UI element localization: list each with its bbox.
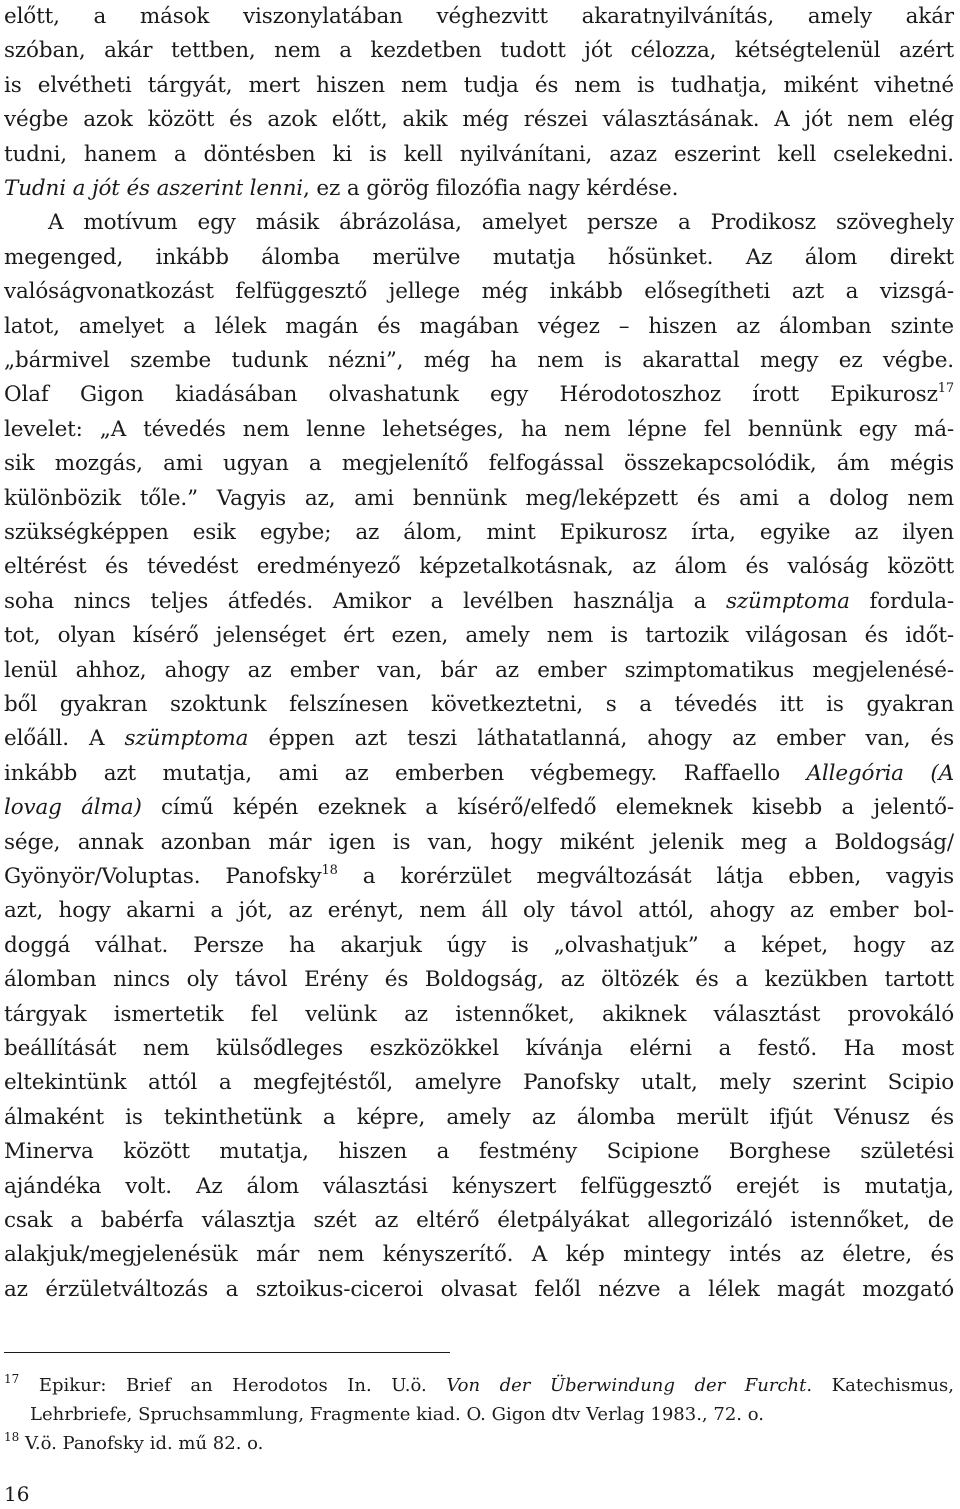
text-line: latot, amelyet a lélek magán és magában végez – hiszen az álomban szinte bbox=[4, 313, 954, 339]
text-line: valóságvonatkozást felfüggesztő jellege még inkább elősegítheti azt a vizsgá- bbox=[4, 279, 954, 305]
text-line: eltekintünk attól a megfejtéstől, amelyre Panofsky utalt, mely szerint Scipio bbox=[4, 1070, 954, 1096]
text-line: álomban nincs oly távol Erény és Boldogság, az öltözék és a kezükben tartott bbox=[4, 967, 954, 993]
text-line: tudni, hanem a döntésben ki is kell nyilvánítani, azaz eszerint kell cselekedni. bbox=[4, 141, 954, 167]
footnote-ref-18[interactable]: 18 bbox=[321, 862, 338, 878]
footnote-separator bbox=[4, 1352, 450, 1353]
text-line: Olaf Gigon kiadásában olvashatunk egy Hérodotoszhoz írott Epikurosz$^{17}$ bbox=[4, 381, 954, 408]
text-line: különbözik tőle.” Vagyis az, ami bennünk meg/leképzett és ami a dolog nem bbox=[4, 485, 954, 511]
footnote-marker: 17 bbox=[4, 1372, 20, 1386]
page-number: 16 bbox=[4, 1482, 30, 1506]
text-line: álmaként is tekinthetünk a képre, amely az álomba merült ifjút Vénusz és bbox=[4, 1104, 954, 1130]
italic-title: Von der Überwindung der Furcht bbox=[446, 1375, 807, 1396]
text-line: ből gyakran szoktunk felszínesen következtetni, s a tévedés itt is gyakran bbox=[4, 692, 954, 717]
footnote-18: $^{18}$ V.ö. Panofsky id. mű 82. o. bbox=[4, 1430, 264, 1454]
text-line: szóban, akár tettben, nem a kezdetben tudott jót célozza, kétségtelenül azért bbox=[4, 38, 954, 64]
footnote-17-continuation: Lehrbriefe, Spruchsammlung, Fragmente kiad. O. Gigon dtv Verlag 1983., 72. o. bbox=[30, 1404, 764, 1425]
text-line: előáll. A szümptoma éppen azt teszi láthatatlanná, ahogy az ember van, és bbox=[4, 726, 954, 752]
text-line: előtt, a mások viszonylatában véghezvitt akaratnyilvánítás, amely akár bbox=[4, 4, 954, 29]
text-line: ajándéka volt. Az álom választási kényszert felfüggesztő erejét is mutatja, bbox=[4, 1173, 954, 1199]
text-line: megenged, inkább álomba merülve mutatja hősünket. Az álom direkt bbox=[4, 244, 954, 270]
text-line: doggá válhat. Persze ha akarjuk úgy is „olvashatjuk” a képet, hogy az bbox=[4, 932, 954, 958]
italic-title: Allegória (A bbox=[806, 760, 954, 786]
italic-term: szümptoma bbox=[124, 726, 249, 752]
text-line: is elvétheti tárgyát, mert hiszen nem tudja és nem is tudhatja, miként vihetné bbox=[4, 72, 954, 98]
text-line: tot, olyan kísérő jelenséget ért ezen, amely nem is tartozik világosan és időt- bbox=[4, 623, 954, 649]
text-line: csak a babérfa választja szét az eltérő életpályákat allegorizáló istennőket, de bbox=[4, 1208, 954, 1233]
text-line: eltérést és tévedést eredményező képzetalkotásnak, az álom és valóság között bbox=[4, 554, 954, 580]
text-line: szükségképpen esik egybe; az álom, mint Epikurosz írta, egyike az ilyen bbox=[4, 520, 954, 545]
text-line: lenül ahhoz, ahogy az ember van, bár az ember szimptomatikus megjelenésé- bbox=[4, 657, 954, 683]
text-line: alakjuk/megjelenésük már nem kényszerítő. A kép mintegy intés az életre, és bbox=[4, 1242, 954, 1268]
text-line: A motívum egy másik ábrázolása, amelyet persze a Prodikosz szöveghely bbox=[48, 210, 954, 236]
text-line: lovag álma) című képén ezeknek a kísérő/elfedő elemeknek kisebb a jelentő- bbox=[4, 795, 954, 821]
text-line: inkább azt mutatja, ami az emberben végbemegy. Raffaello Allegória (A bbox=[4, 760, 954, 786]
text-line: azt, hogy akarni a jót, az erényt, nem áll oly távol attól, ahogy az ember bol- bbox=[4, 898, 954, 924]
italic-title: lovag álma) bbox=[4, 795, 142, 821]
text-line: Tudni a jót és aszerint lenni, ez a görög filozófia nagy kérdése. bbox=[4, 176, 679, 201]
text-line: sége, annak azonban már igen is van, hogy miként jelenik meg a Boldogság/ bbox=[4, 829, 954, 855]
text-line: levelet: „A tévedés nem lenne lehetséges, ha nem lépne fel bennünk egy má- bbox=[4, 416, 954, 442]
text-line: Minerva között mutatja, hiszen a festmény Scipione Borghese születési bbox=[4, 1139, 954, 1165]
italic-phrase: Tudni a jót és aszerint lenni bbox=[4, 176, 304, 201]
footnote-ref-17[interactable]: 17 bbox=[937, 381, 954, 397]
text-line: soha nincs teljes átfedés. Amikor a levélben használja a szümptoma fordula- bbox=[4, 588, 954, 614]
footnote-17: $^{17}$ Epikur: Brief an Herodotos In. U.ö. Von der Überwindung der Furcht. Katechismus, bbox=[4, 1372, 954, 1396]
text-line: Gyönyör/Voluptas. Panofsky$^{18}$ a korérzület megváltozását látja ebben, vagyis bbox=[4, 862, 954, 889]
text-line: az érzületváltozás a sztoikus-ciceroi olvasat felől nézve a lélek magát mozgató bbox=[4, 1276, 954, 1302]
text-line: sik mozgás, ami ugyan a megjelenítő felfogással összekapcsolódik, ám mégis bbox=[4, 451, 954, 477]
text-line: „bármivel szembe tudunk nézni”, még ha nem is akarattal megy ez végbe. bbox=[4, 348, 954, 373]
italic-term: szümptoma bbox=[725, 588, 850, 614]
text-line: végbe azok között és azok előtt, akik még részei választásának. A jót nem elég bbox=[4, 107, 954, 133]
text-line: beállítását nem külsődleges eszközökkel kívánja elérni a festő. Ha most bbox=[4, 1036, 954, 1061]
text-line: tárgyak ismertetik fel velünk az istennőket, akiknek választást provokáló bbox=[4, 1001, 954, 1027]
footnote-marker: 18 bbox=[4, 1430, 20, 1444]
